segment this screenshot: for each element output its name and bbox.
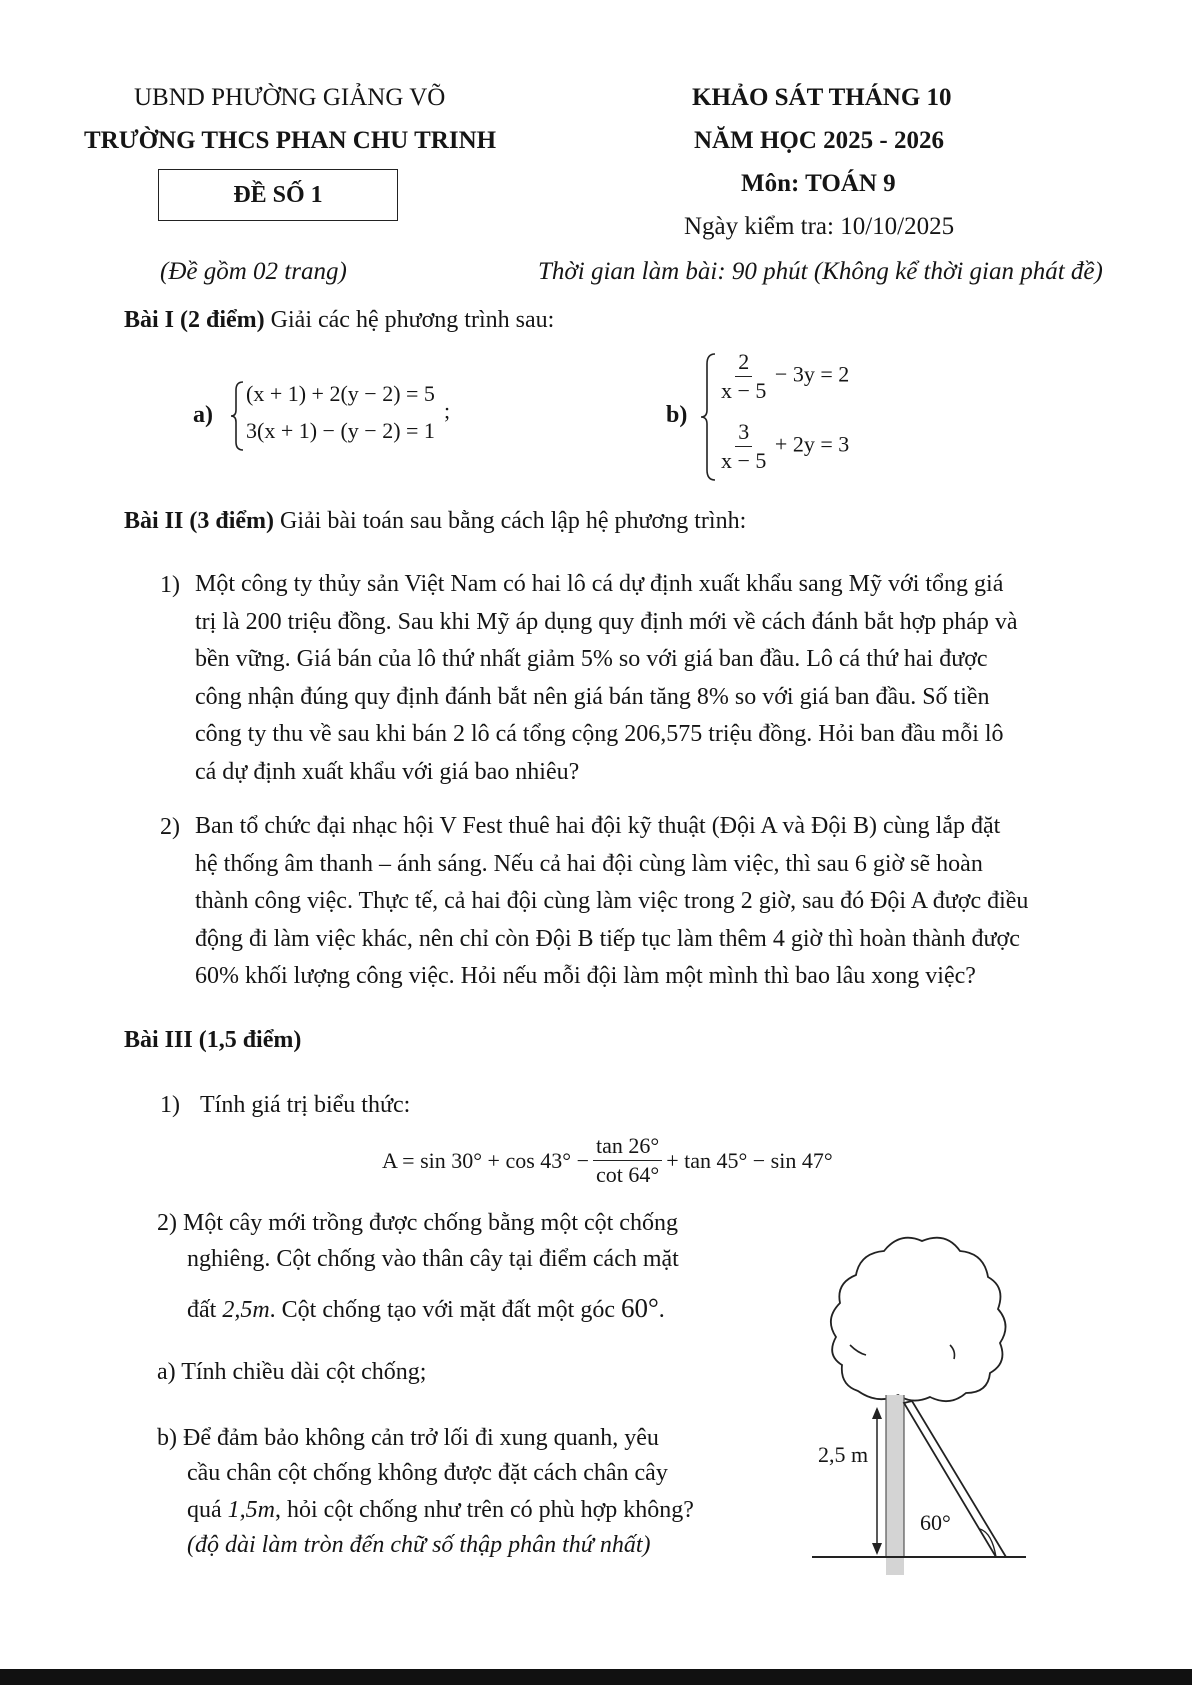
- problem-2-1-line: Một công ty thủy sản Việt Nam có hai lô cá dự định xuất khẩu sang Mỹ với tổng giá: [195, 571, 1004, 597]
- question-b-line3-c: , hỏi cột chống như trên có phù hợp không?: [275, 1497, 694, 1523]
- problem-2-1-text: [195, 566, 1065, 791]
- exam-code: ĐỀ SỐ 1: [233, 181, 323, 208]
- problem-3-2-line3-c: . Cột chống tạo với mặt đất một góc: [269, 1297, 621, 1323]
- problem-3-1-text: Tính giá trị biểu thức:: [200, 1092, 411, 1118]
- support-angle-value: 60°: [620, 1293, 659, 1323]
- fraction-b2-numerator: 3: [735, 420, 752, 447]
- scan-bottom-edge: [0, 1669, 1192, 1685]
- fraction-b2: [718, 420, 769, 473]
- school-name: TRƯỜNG THCS PHAN CHU TRINH: [84, 127, 497, 154]
- rounding-note: (độ dài làm tròn đến chữ số thập phân thứ nhất): [187, 1532, 651, 1558]
- system-b-eq2-rest: + 2y = 3: [774, 431, 850, 457]
- question-b-line2: cầu chân cột chống không được đặt cách chân cây: [187, 1460, 668, 1486]
- department-name: UBND PHƯỜNG GIẢNG VÕ: [134, 84, 446, 111]
- problem-2-1-line: công nhận đúng quy định đánh bắt nên giá bán tăng 8% so với giá ban đầu. Số tiền: [195, 683, 990, 710]
- problem-3-2-line2: nghiêng. Cột chống vào thân cây tại điểm cách mặt: [187, 1246, 679, 1272]
- problem-2-1-number: 1): [160, 572, 180, 598]
- exam-date: Ngày kiểm tra: 10/10/2025: [684, 213, 955, 240]
- exam-duration: Thời gian làm bài: 90 phút (Không kể thời gian phát đề): [538, 258, 1103, 285]
- brace-b: [700, 352, 718, 482]
- question-b-line1: b) Để đảm bảo không cản trở lối đi xung quanh, yêu: [157, 1425, 659, 1451]
- exam-title: KHẢO SÁT THÁNG 10: [692, 84, 952, 111]
- fraction-b1-denominator: x − 5: [721, 378, 767, 404]
- exam-code-box: [158, 169, 398, 221]
- problem-1-title: Bài I (2 điểm): [124, 307, 265, 333]
- system-b-eq1-rest: − 3y = 2: [774, 361, 850, 387]
- fraction-b2-denominator: x − 5: [721, 448, 767, 474]
- expression-a: [382, 1134, 833, 1187]
- problem-2-1-line: trị là 200 triệu đồng. Sau khi Mỹ áp dụng quy định mới về cách đánh bắt hợp pháp và: [195, 608, 1018, 635]
- problem-2-1-line: cá dự định xuất khẩu với giá bao nhiêu?: [195, 758, 580, 785]
- problem-2-2-line: Ban tổ chức đại nhạc hội V Fest thuê hai đội kỹ thuật (Đội A và Đội B) cùng lắp đặt: [195, 813, 1001, 839]
- pages-note: (Đề gồm 02 trang): [160, 258, 347, 285]
- system-a-end: ;: [444, 398, 451, 423]
- problem-2-1-line: công ty thu về sau khi bán 2 lô cá tổng cộng 206,575 triệu đồng. Hỏi ban đầu mỗi lô: [195, 721, 1004, 747]
- expression-fraction: [593, 1134, 662, 1187]
- fraction-b1-numerator: 2: [735, 350, 752, 377]
- question-b-line3-a: quá: [187, 1497, 228, 1523]
- problem-3-1-number: 1): [160, 1092, 180, 1118]
- tree-trunk: [886, 1395, 904, 1575]
- question-b-line3: [187, 1497, 694, 1524]
- expression-denominator: cot 64°: [596, 1162, 660, 1188]
- problem-3-2-line3-e: .: [658, 1297, 665, 1323]
- question-a: a) Tính chiều dài cột chống;: [157, 1359, 427, 1385]
- problem-2-1-line: bền vững. Giá bán của lô thứ nhất giảm 5% so với giá ban đầu. Lô cá thứ hai được: [195, 646, 988, 672]
- subject: Môn: TOÁN 9: [741, 170, 896, 197]
- problem-1-instruction: Giải các hệ phương trình sau:: [264, 307, 555, 333]
- angle-label: 60°: [920, 1510, 951, 1535]
- problem-3-2-line1: 2) Một cây mới trồng được chống bằng một cột chống: [157, 1210, 678, 1236]
- system-b-eq2: [718, 420, 849, 473]
- school-year: NĂM HỌC 2025 - 2026: [694, 127, 944, 154]
- system-b-eq1: [718, 350, 849, 403]
- problem-2-2-line: động đi làm việc khác, nên chỉ còn Đội B tiếp tục làm thêm 4 giờ thì hoàn thành được: [195, 925, 1020, 952]
- problem-3-2-line3: [187, 1293, 665, 1324]
- tree-crown: [831, 1238, 1006, 1402]
- problem-2-2-line: hệ thống âm thanh – ánh sáng. Nếu cả hai đội cùng làm việc, thì sau 6 giờ sẽ hoàn: [195, 850, 983, 877]
- system-a-eq1: (x + 1) + 2(y − 2) = 5: [246, 381, 435, 406]
- height-label: 2,5 m: [818, 1442, 869, 1467]
- problem-3-title: Bài III (1,5 điểm): [124, 1027, 302, 1053]
- problem-3-2-line3-a: đất: [187, 1297, 223, 1323]
- problem-2-2-line: 60% khối lượng công việc. Hỏi nếu mỗi đội làm một mình thì bao lâu xong việc?: [195, 963, 976, 989]
- problem-2-heading: [124, 508, 746, 535]
- expression-numerator: tan 26°: [593, 1134, 662, 1161]
- tree-support-figure: [800, 1195, 1040, 1575]
- problem-2-instruction: Giải bài toán sau bằng cách lập hệ phương trình:: [274, 508, 747, 534]
- part-b-label: b): [666, 402, 688, 428]
- problem-1-heading: [124, 307, 554, 334]
- max-distance-value: 1,5m: [227, 1497, 275, 1523]
- problem-2-2-line: thành công việc. Thực tế, cả hai đội cùng làm việc trong 2 giờ, sau đó Đội A được điều: [195, 888, 1029, 914]
- fraction-b1: [718, 350, 769, 403]
- system-a-eq2: 3(x + 1) − (y − 2) = 1: [246, 418, 435, 443]
- brace-a: [230, 380, 246, 452]
- expression-lhs: A = sin 30° + cos 43° −: [382, 1147, 589, 1173]
- problem-2-2-text: [195, 808, 1065, 996]
- problem-2-title: Bài II (3 điểm): [124, 508, 274, 534]
- support-height-value: 2,5m: [222, 1297, 270, 1323]
- part-a-label: a): [193, 402, 213, 428]
- problem-2-2-number: 2): [160, 814, 180, 840]
- expression-rhs: + tan 45° − sin 47°: [666, 1147, 833, 1173]
